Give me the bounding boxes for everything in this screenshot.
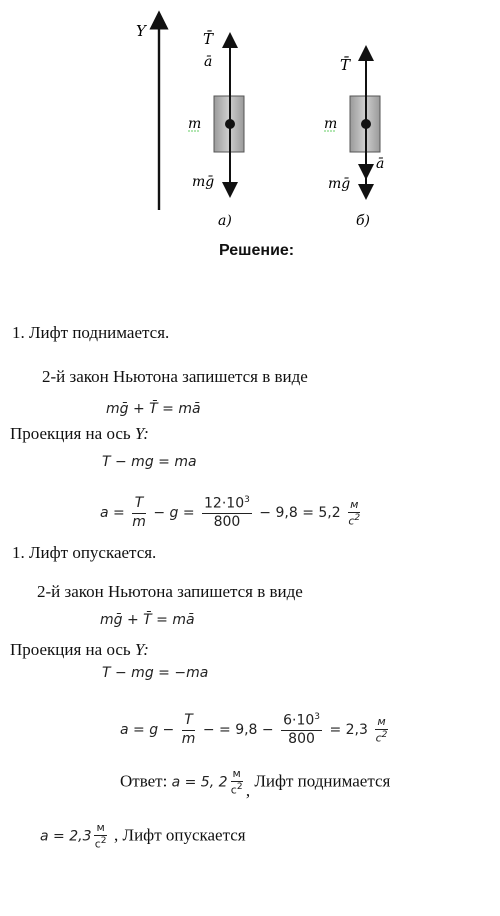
case2-projection-equation: T − mg = −ma (102, 665, 209, 681)
answer-a1-comma: , (245, 781, 251, 801)
weight-label-b: mḡ (328, 176, 351, 192)
answer-line1: Ответ: a = 5, 2 $\frac{м}{с^2}$ , Лифт поднимается (120, 767, 391, 801)
case1-vector-equation: mḡ + T̄ = mā (106, 401, 201, 417)
case2-axis: Y: (134, 640, 149, 659)
y-axis-label: Y (136, 22, 146, 40)
answer-line2: a = 2,3 $\frac{м}{с^2}$ , Лифт опускается (40, 821, 246, 851)
force-diagram (0, 0, 500, 240)
mass-label-a: m (188, 116, 202, 132)
case1-projection-equation: T − mg = ma (102, 454, 197, 470)
answer-a2: a = 2,3 (40, 828, 92, 845)
case2-projection-label: Проекция на ось (10, 640, 131, 659)
case2-title: 1. Лифт опускается. (12, 543, 157, 562)
center-dot-a (225, 119, 235, 129)
answer-a2-text: , Лифт опускается (114, 825, 246, 845)
solution-heading: Решение: (219, 242, 295, 259)
tension-label-b: T̄ (340, 56, 351, 74)
center-dot-b (361, 119, 371, 129)
tension-label-a: T̄ (203, 30, 214, 48)
mass-label-b: m (324, 116, 338, 132)
caption-a: а) (218, 213, 232, 229)
weight-label-a: mḡ (192, 174, 215, 190)
case1-law: 2-й закон Ньютона запишется в виде (42, 367, 308, 386)
answer-a1-text: Лифт поднимается (254, 771, 391, 791)
case2-projection (10, 640, 149, 660)
accel-label-b: ā (376, 156, 385, 172)
case2-law: 2-й закон Ньютона запишется в виде (37, 582, 303, 601)
case1-axis: Y: (134, 424, 149, 443)
case1-acceleration-equation: a = $\frac{T}{m}$ − g = $\frac{12\cdot 10^3}{800}$ − 9,8 = 5,2 $\frac{м}{с^2}$ (100, 495, 361, 531)
caption-b: б) (356, 213, 371, 229)
answer-a1: a = 5, 2 (171, 774, 228, 791)
case1-title: 1. Лифт поднимается. (12, 323, 170, 342)
accel-label-a: ā (204, 54, 213, 70)
case1-projection-label: Проекция на ось (10, 424, 131, 443)
case2-vector-equation: mḡ + T̄ = mā (100, 612, 195, 628)
case1-projection (10, 424, 149, 444)
case2-acceleration-equation: a = g − $\frac{T}{m}$ − = 9,8 − $\frac{6\cdot 10^3}{800}$ = 2,3 $\frac{м}{с^2}$ (120, 712, 388, 748)
answer-label: Ответ: (120, 771, 168, 791)
